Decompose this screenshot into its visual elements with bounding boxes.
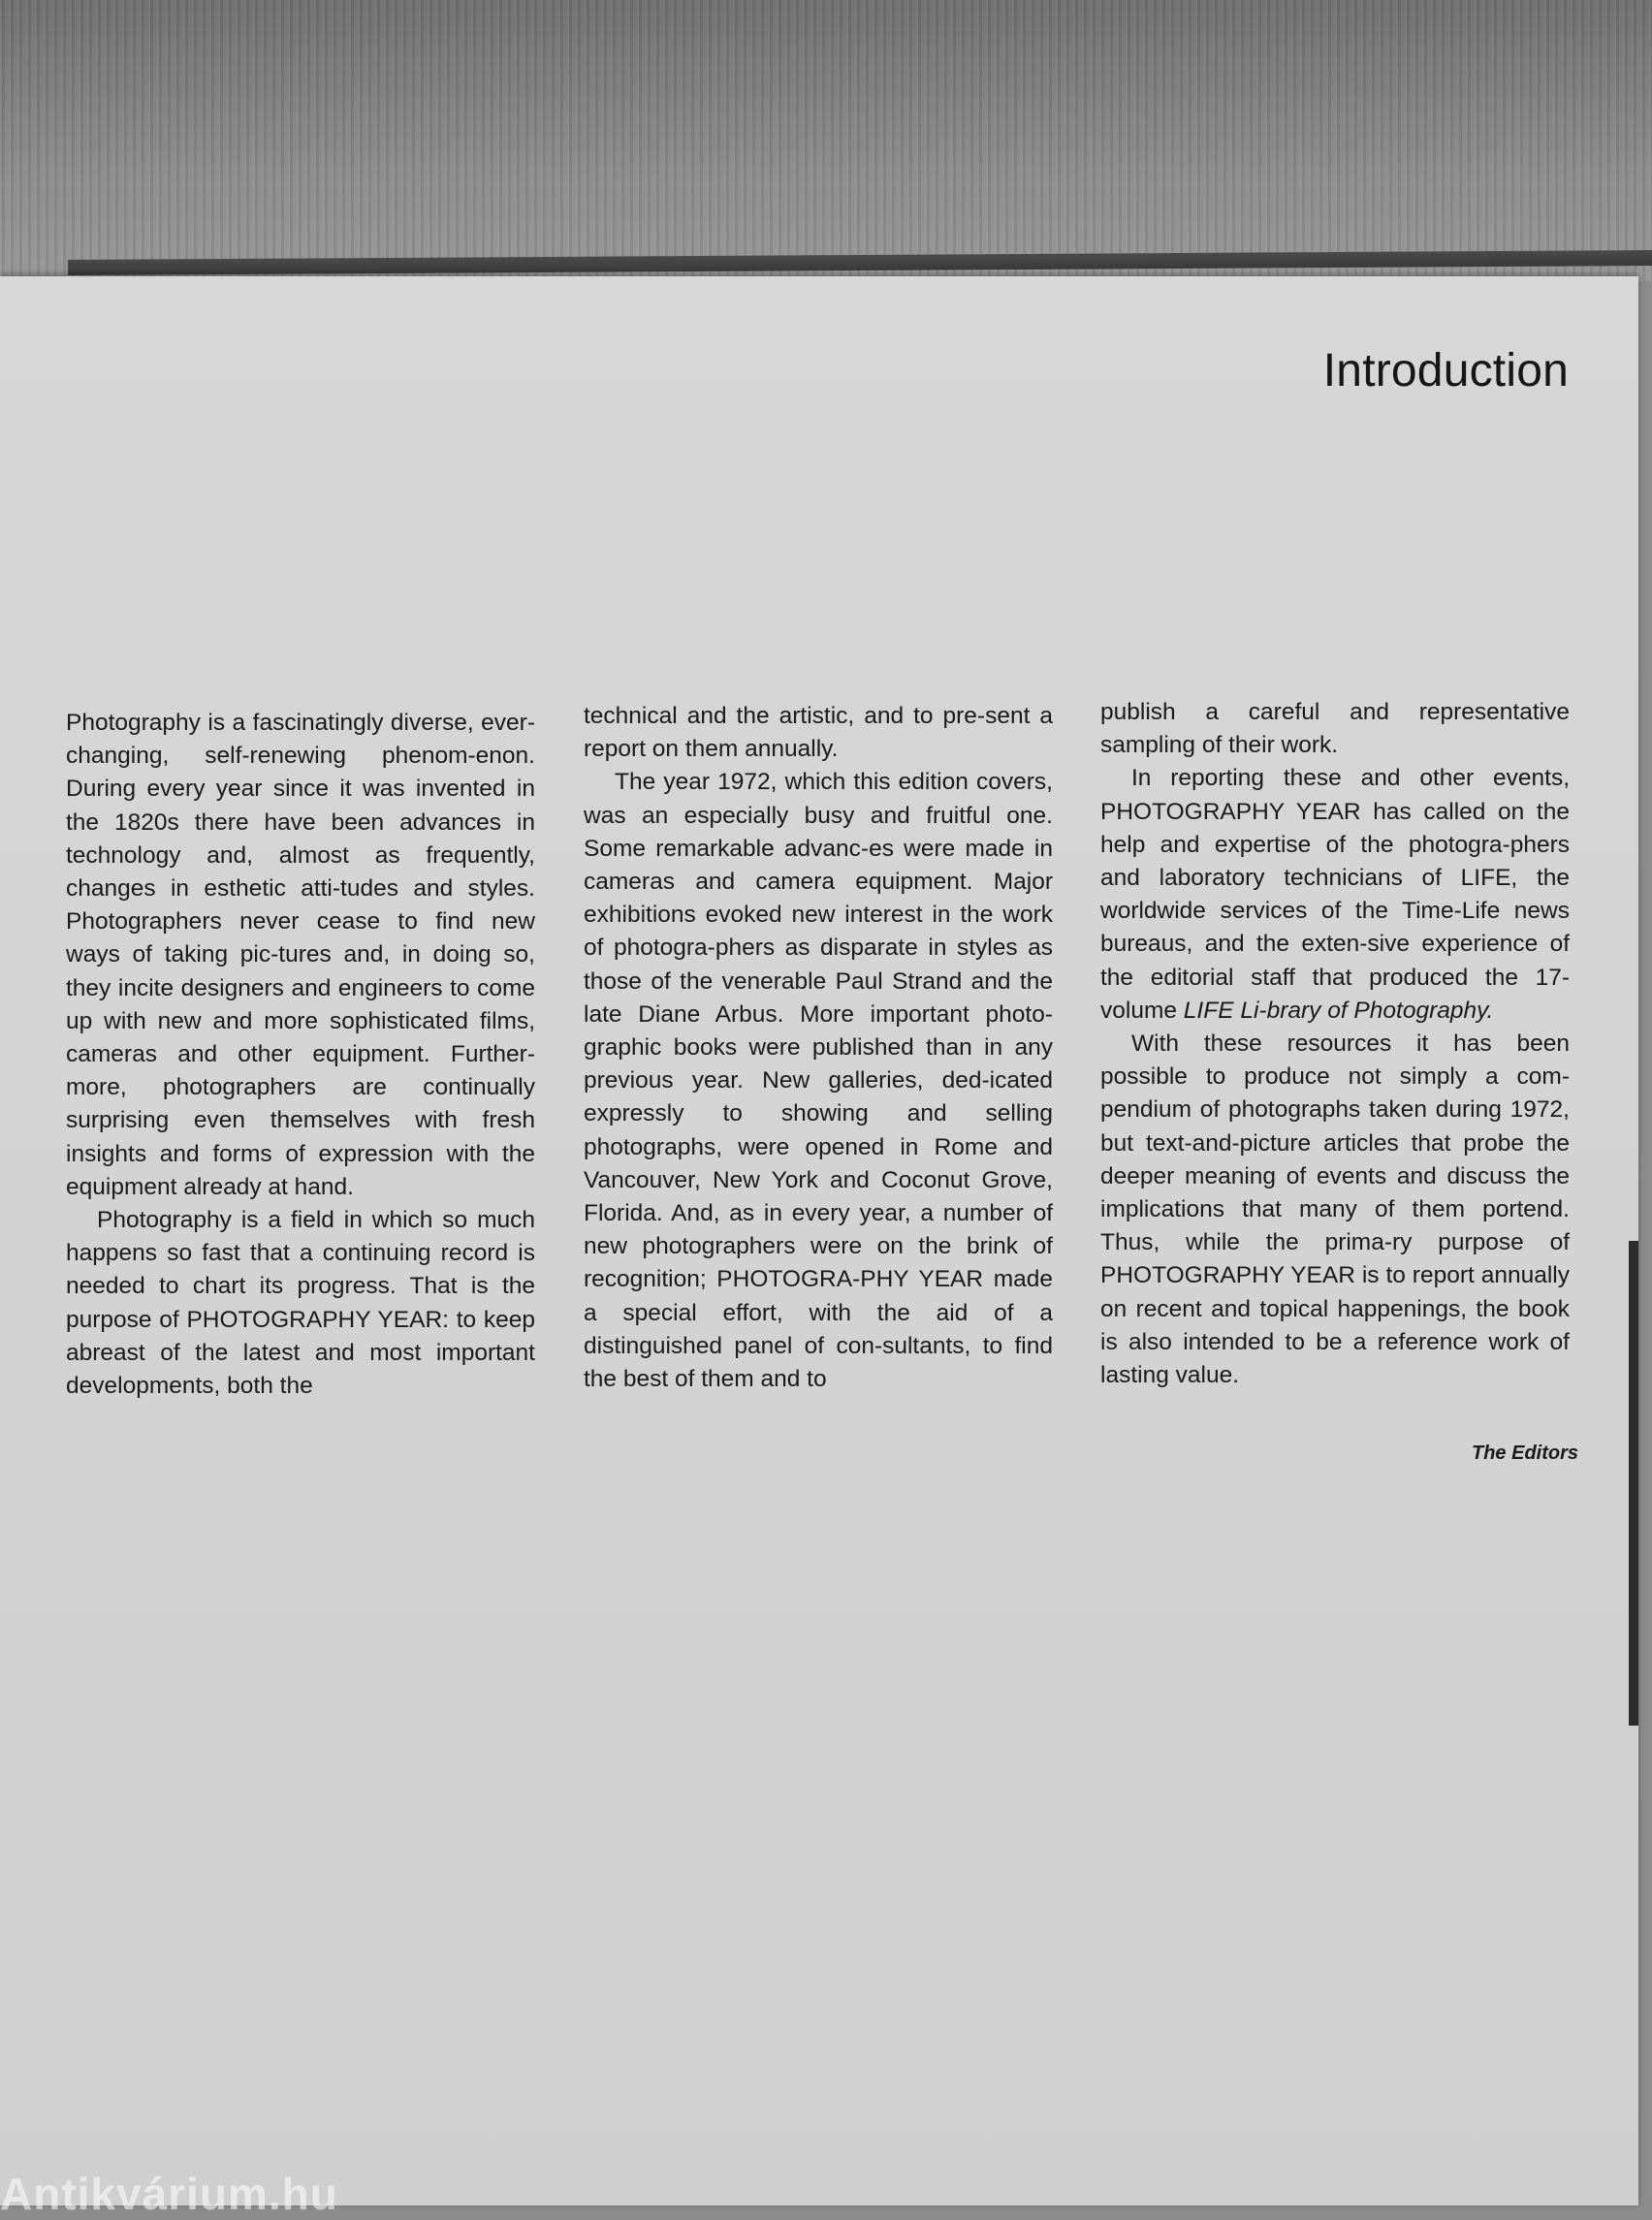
paragraph: publish a careful and representative sampling of their work. <box>1100 699 1570 759</box>
text-column-right <box>1100 696 1570 1392</box>
watermark: Antikvárium.hu <box>0 2169 338 2219</box>
background-surface <box>0 0 1652 281</box>
paragraph <box>1100 762 1570 1028</box>
page-title: Introduction <box>1322 345 1569 396</box>
text-column-middle <box>584 700 1053 1396</box>
paragraph: Photography is a field in which so much happens so fast that a continuing record is needed to chart its progress. That is the purpose of PHOTOGRAPHY YEAR: to keep abreast of the latest and most important developments, both the <box>66 1207 535 1400</box>
paragraph: With these resources it has been possible to produce not simply a com-pendium of photographs taken during 1972, but text-and-picture articles that probe the deeper meaning of events and discuss the implications that many of them portend. Thus, while the prima-ry purpose of PHOTOGRAPHY YEAR is to report annually on recent and topical happenings, the book is also intended to be a reference work of lasting value. <box>1100 1031 1570 1389</box>
paragraph: The year 1972, which this edition covers, was an especially busy and fruitful one. Some remarkable advanc-es were made in cameras and camera equipment. Major exhibitions evoked new interest in the work of photogra-phers as disparate in styles as those of the venerable Paul Strand and the late Diane Arbus. More important photo-graphic books were published than in any previous year. New galleries, ded-icated expressly to showing and selling photographs, were opened in Rome and Vancouver, New York and Coconut Grove, Florida. And, as in every year, a number of new photographers were on the brink of recognition; PHOTOGRA-PHY YEAR made a special effort, with the aid of a distinguished panel of con-sultants, to find the best of them and to <box>584 769 1053 1393</box>
book-title-italic: LIFE Li-brary of Photography. <box>1183 997 1494 1024</box>
paragraph-text: In reporting these and other events, PHOTOGRAPHY YEAR has called on the help and expertise of the photogra-phers and laboratory technicians of LIFE, the worldwide services of the Time-Life news bureaus, and the exten-sive experience of the editorial staff that produced the 17-volume <box>1100 765 1570 1024</box>
paragraph: technical and the artistic, and to pre-sent a report on them annually. <box>584 703 1053 763</box>
paragraph: Photography is a fascinatingly diverse, ever-changing, self-renewing phenom-enon. During every year since it was invented in the 1820s there have been advances in technology and, almost as frequently, changes in esthetic atti-tudes and styles. Photographers never cease to find new ways of taking pic-tures and, in doing so, they incite designers and engineers to come up with new and more sophisticated films, cameras and other equipment. Further-more, photographers are continually surprising even themselves with fresh insights and forms of expression with the equipment already at hand. <box>66 710 535 1200</box>
page-spine-shadow <box>1629 1241 1638 1726</box>
text-column-left <box>66 707 535 1403</box>
signature: The Editors <box>1471 1443 1578 1464</box>
